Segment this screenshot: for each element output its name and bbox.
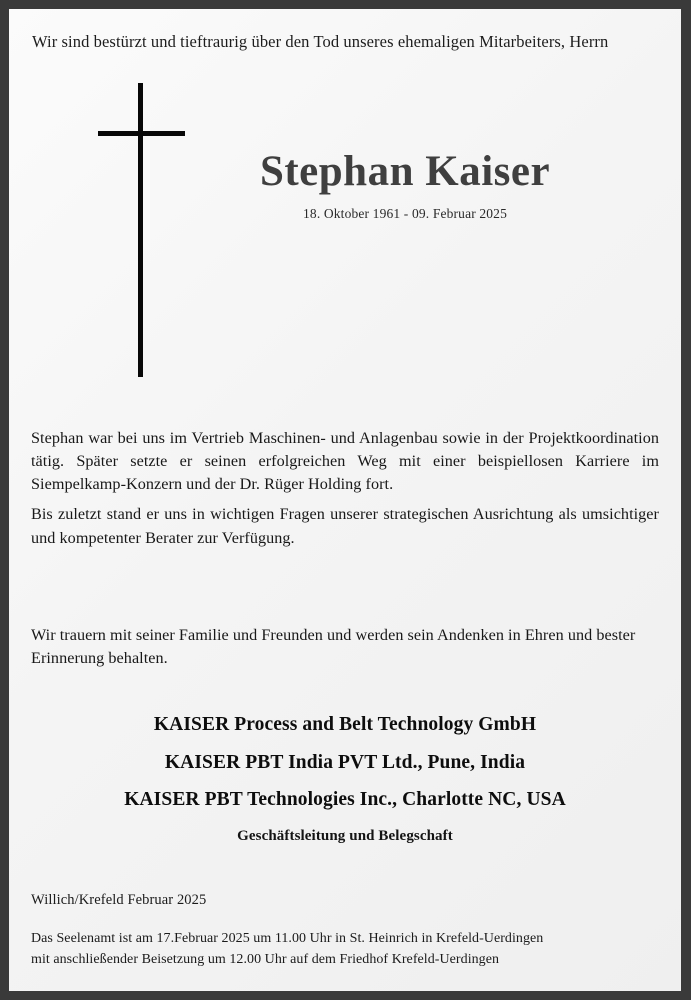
footer-service-line-1: Das Seelenamt ist am 17.Februar 2025 um 11.00 Uhr in St. Heinrich in Krefeld-Uerdingen <box>31 930 544 946</box>
company-name-3: KAISER PBT Technologies Inc., Charlotte NC, USA <box>124 789 566 810</box>
christian-cross-icon <box>89 74 194 384</box>
footer-block <box>31 892 659 971</box>
company-name-2: KAISER PBT India PVT Ltd., Pune, India <box>164 751 526 773</box>
closing-paragraph: Wir trauern mit seiner Familie und Freunden und werden sein Andenken in Ehren und bester Erinnerung behalten. <box>31 626 636 668</box>
cross-vertical-bar <box>138 83 143 377</box>
footer-service-info <box>31 928 659 971</box>
cross-horizontal-bar <box>98 131 185 136</box>
body-copy <box>31 427 659 550</box>
body-paragraph-2: Bis zuletzt stand er uns in wichtigen Fragen unserer strategischen Ausrichtung als umsichtiger und kompetenter Berater zur Verfügung. <box>31 505 659 547</box>
company-name-1: KAISER Process and Belt Technology GmbH <box>153 714 537 735</box>
obituary-paper <box>9 9 681 991</box>
signature-block <box>31 715 659 845</box>
closing-copy <box>31 624 659 677</box>
footer-place-date: Willich/Krefeld Februar 2025 <box>31 891 207 908</box>
signature-role: Geschäftsleitung und Belegschaft <box>237 827 453 844</box>
body-paragraph-1: Stephan war bei uns im Vertrieb Maschinen- und Anlagenbau sowie in der Projektkoordination tätig. Später setzte er seinen erfolgreichen Weg mit einer beispiellosen Karriere im Siempelkamp-Konzern und der Dr. Rüger Holding fort. <box>31 429 659 494</box>
deceased-name: Stephan Kaiser <box>259 148 551 195</box>
salutation-text: Wir sind bestürzt und tieftraurig über den Tod unseres ehemaligen Mitarbeiters, Herrn <box>32 32 609 51</box>
footer-service-line-2: mit anschließender Beisetzung um 12.00 Uhr auf dem Friedhof Krefeld-Uerdingen <box>31 952 500 968</box>
deceased-block <box>199 149 611 222</box>
deceased-dates: 18. Oktober 1961 - 09. Februar 2025 <box>303 206 507 222</box>
